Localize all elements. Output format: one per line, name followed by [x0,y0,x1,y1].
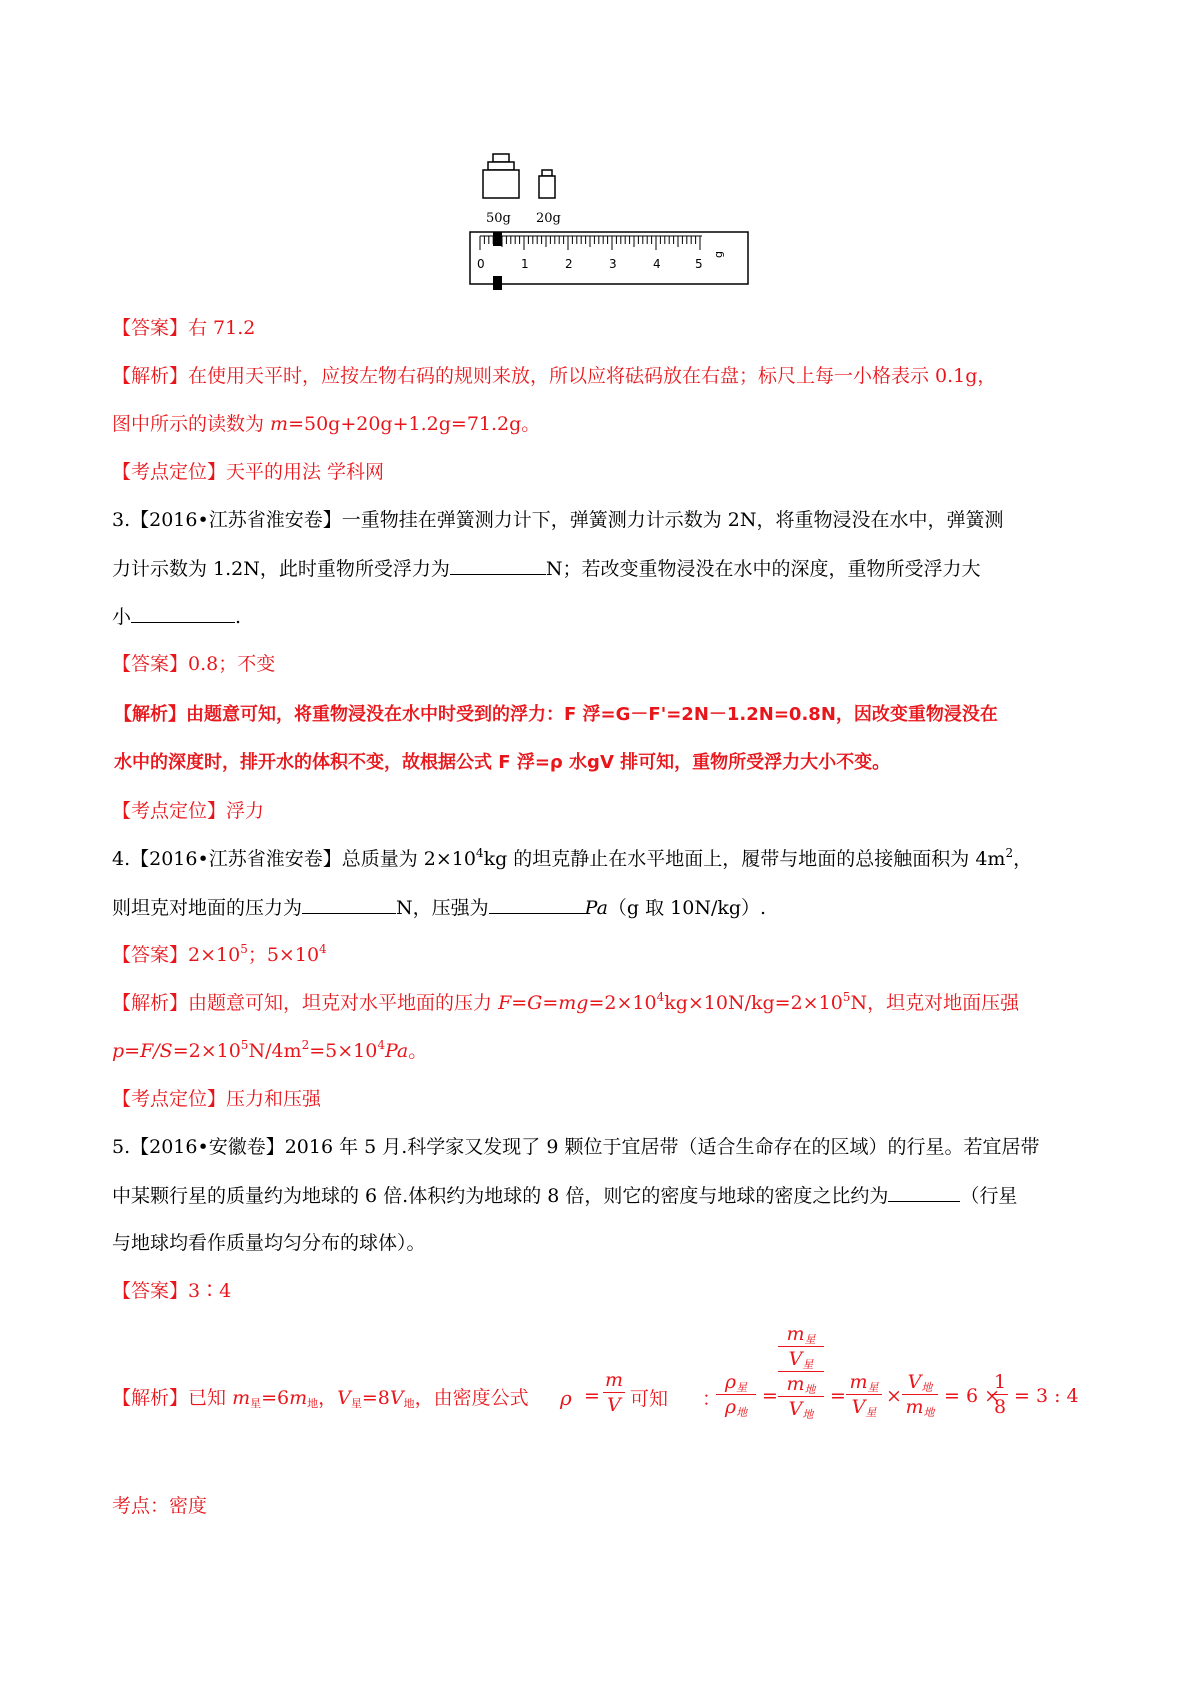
exponent: 4 [319,942,327,956]
stem-text: . [235,606,242,628]
formula-variable: m [786,1323,805,1345]
exponent: 4 [475,846,484,860]
fraction-denominator: 8 [993,1396,1007,1418]
stem-text: N，压强为 [396,897,489,919]
stem-text: （行星 [960,1185,1018,1207]
point-tag: 【考点定位】 [112,1088,227,1110]
analysis-text: 由题意可知，坦克对水平地面的压力 [188,992,499,1014]
volume-mass-fraction [902,1370,938,1419]
one-eighth-fraction [992,1370,1008,1419]
answer-text: 2×10 [188,944,241,966]
subscript: 星 [867,1381,879,1394]
formula-variable: m [849,1371,868,1393]
exponent: 2 [1005,846,1014,860]
rho-symbol: ρ [560,1386,572,1410]
fraction-numerator: m [604,1369,624,1391]
ruler-label-5: 5 [695,257,703,271]
answer-text: 3∶4 [188,1280,232,1302]
density-fraction [603,1368,625,1417]
q2-analysis-line1 [112,362,996,390]
exponent: 5 [240,1038,249,1052]
q4-stem-line2 [112,893,766,922]
analysis-text: ，由密度公式 [414,1387,529,1409]
compound-fraction [778,1322,824,1421]
q3-stem-line3 [112,602,241,631]
analysis-text: 水中的深度时，排开水的体积不变，故根据公式 F 浮=ρ 水gV 排可知，重物所受浮力大小不变。 [114,752,891,773]
answer-blank [131,602,235,623]
exponent: 5 [842,990,851,1004]
stem-text: 力计示数为 1.2N，此时重物所受浮力为 [112,558,450,580]
subscript: 星 [804,1333,816,1346]
equals-sign: = [584,1385,600,1407]
point-text: 压力和压强 [226,1088,322,1110]
stem-text: kg 的坦克静止在水平地面上，履带与地面的总接触面积为 4m [483,848,1006,870]
answer-tag: 【答案】 [112,653,189,675]
rho-symbol: ρ [724,1371,737,1393]
q4-point [112,1085,321,1113]
answer-tag: 【答案】 [112,1280,189,1302]
weight-label-20g: 20g [536,211,561,226]
colon: ： [702,1388,722,1410]
subscript: 地 [923,1406,935,1419]
analysis-tag: 【解析】 [112,992,189,1014]
formula-variable: m [905,1396,924,1418]
analysis-variable: m [270,413,289,435]
answer-text: ；5×10 [247,944,320,966]
formula-variable: V [337,1387,351,1409]
rho-ratio-fraction [716,1370,756,1419]
analysis-tag: 【解析】 [112,365,189,387]
q3-analysis-line2 [114,749,890,777]
q2-analysis-line2 [112,410,540,438]
point-tag: 【考点定位】 [112,461,227,483]
ruler-label-2: 2 [565,257,573,271]
analysis-text: =2×10 [172,1040,241,1062]
answer-text: 0.8；不变 [188,653,276,675]
q5-answer [112,1277,231,1305]
subscript: 星 [350,1397,362,1410]
point-text: 考点：密度 [112,1495,208,1517]
exponent: 4 [377,1038,385,1052]
q3-point [112,797,264,825]
stem-text: N；若改变重物浸没在水中的深度，重物所受浮力大 [545,558,981,580]
point-tag: 【考点定位】 [112,800,227,822]
weight-20g-icon [539,170,555,198]
unit: Pa [384,1040,409,1062]
analysis-text: N，坦克对地面压强 [850,992,1020,1014]
balance-scale-figure [468,150,750,290]
q5-stem-line1 [112,1133,1039,1161]
stem-text: 4.【2016•江苏省淮安卷】总质量为 2×10 [112,848,476,870]
rider-bottom-icon [493,276,502,290]
q5-stem-line3 [112,1229,426,1257]
analysis-text: 图中所示的读数为 [112,413,271,435]
analysis-text: 已知 [188,1387,233,1409]
q3-answer [112,650,275,678]
analysis-text: 【解析】由题意可知，将重物浸没在水中时受到的浮力：F 浮=G－F'=2N－1.2N=0.8N，因改变重物浸没在 [114,704,998,725]
q4-stem-line1 [112,845,1032,873]
formula-variable: m [289,1387,308,1409]
stem-text: 小 [112,606,132,628]
stem-text: 3.【2016•江苏省淮安卷】一重物挂在弹簧测力计下，弹簧测力计示数为 2N，将重物浸没在水中，弹簧测 [112,509,1004,531]
formula: p=F/S [112,1040,173,1062]
subscript: 地 [403,1397,415,1410]
analysis-text: kg×10N/kg=2×10 [664,992,843,1014]
rider-top-icon [493,232,502,246]
analysis-text: 可知 [630,1388,669,1410]
analysis-text: =6 [261,1387,290,1409]
exponent: 2 [301,1038,310,1052]
answer-blank [450,554,546,575]
q4-analysis-line1 [112,989,1019,1017]
formula-variable: V [389,1387,404,1409]
subscript: 星 [736,1381,748,1394]
mass-volume-fraction [846,1370,882,1419]
q3-stem-line1 [112,506,1003,534]
stem-text: 则坦克对地面的压力为 [112,897,303,919]
stem-text: 中某颗行星的质量约为地球的 6 倍.体积约为地球的 8 倍，则它的密度与地球的密度之比约为 [112,1185,889,1207]
fraction-denominator: V [607,1394,621,1416]
ruler-label-0: 0 [477,257,485,271]
answer-blank [489,893,585,914]
analysis-text: N/4m [248,1040,302,1062]
ruler-label-1: 1 [521,257,529,271]
answer-text: 右 71.2 [188,317,256,339]
ruler-unit-label: g [712,251,725,258]
fraction-numerator: 1 [993,1371,1007,1393]
formula: F=G=mg [498,992,589,1014]
subscript: 地 [804,1383,816,1396]
analysis-text: ， [318,1387,338,1409]
ruler-label-3: 3 [609,257,617,271]
analysis-text: =5×10 [309,1040,378,1062]
answer-blank [302,893,396,914]
stem-text: 与地球均看作质量均匀分布的球体）。 [112,1232,426,1254]
analysis-text: 在使用天平时，应按左物右码的规则来放，所以应将砝码放在右盘；标尺上每一小格表示 0.1g， [188,365,997,387]
q2-point [112,458,384,486]
subscript: 星 [865,1406,877,1419]
q3-stem-line2 [112,554,981,583]
point-text: 天平的用法 学科网 [226,461,385,483]
subscript: 地 [921,1381,933,1394]
analysis-text: =8 [361,1387,390,1409]
analysis-text: 。 [408,1040,428,1062]
analysis-text: =2×10 [588,992,657,1014]
stem-text: ， [1013,848,1033,870]
point-text: 浮力 [226,800,265,822]
stem-text: 5.【2016•安徽卷】2016 年 5 月.科学家又发现了 9 颗位于宜居带（适合生命存在的区域）的行星。若宜居带 [112,1136,1040,1158]
formula-variable: m [786,1373,805,1395]
exponent: 4 [656,990,665,1004]
formula-variable: V [907,1371,922,1393]
ratio-result: = 3 : 4 [1014,1385,1079,1407]
q2-answer [112,314,255,342]
subscript: 星 [250,1397,262,1410]
q3-analysis-line1 [114,701,998,729]
formula-variable: V [851,1396,866,1418]
answer-tag: 【答案】 [112,944,189,966]
analysis-text: =50g+20g+1.2g=71.2g。 [288,413,541,435]
q4-answer [112,941,327,969]
rho-symbol: ρ [724,1396,737,1418]
equals-sign: = [762,1385,778,1407]
ruler-label-4: 4 [653,257,661,271]
equals-six-times: = 6 × [944,1385,1001,1407]
subscript: 地 [736,1406,748,1419]
q5-stem-line2 [112,1181,1017,1210]
formula-variable: V [788,1348,803,1370]
weight-50g-icon [483,154,519,198]
formula-variable: V [788,1398,803,1420]
answer-blank [888,1181,960,1202]
q5-analysis-text [112,1384,529,1412]
answer-tag: 【答案】 [112,317,189,339]
exponent: 5 [240,942,248,956]
stem-text: （g 取 10N/kg）. [607,897,767,919]
subscript: 地 [802,1408,814,1421]
subscript: 地 [307,1397,319,1410]
subscript: 星 [802,1358,814,1371]
equals-sign: = [830,1385,846,1407]
unit: Pa [584,897,608,919]
q5-point [112,1492,207,1520]
analysis-tag: 【解析】 [112,1387,189,1409]
q4-analysis-line2 [112,1037,427,1065]
times-sign: × [886,1385,902,1407]
formula-variable: m [232,1387,251,1409]
weight-label-50g: 50g [486,211,511,226]
